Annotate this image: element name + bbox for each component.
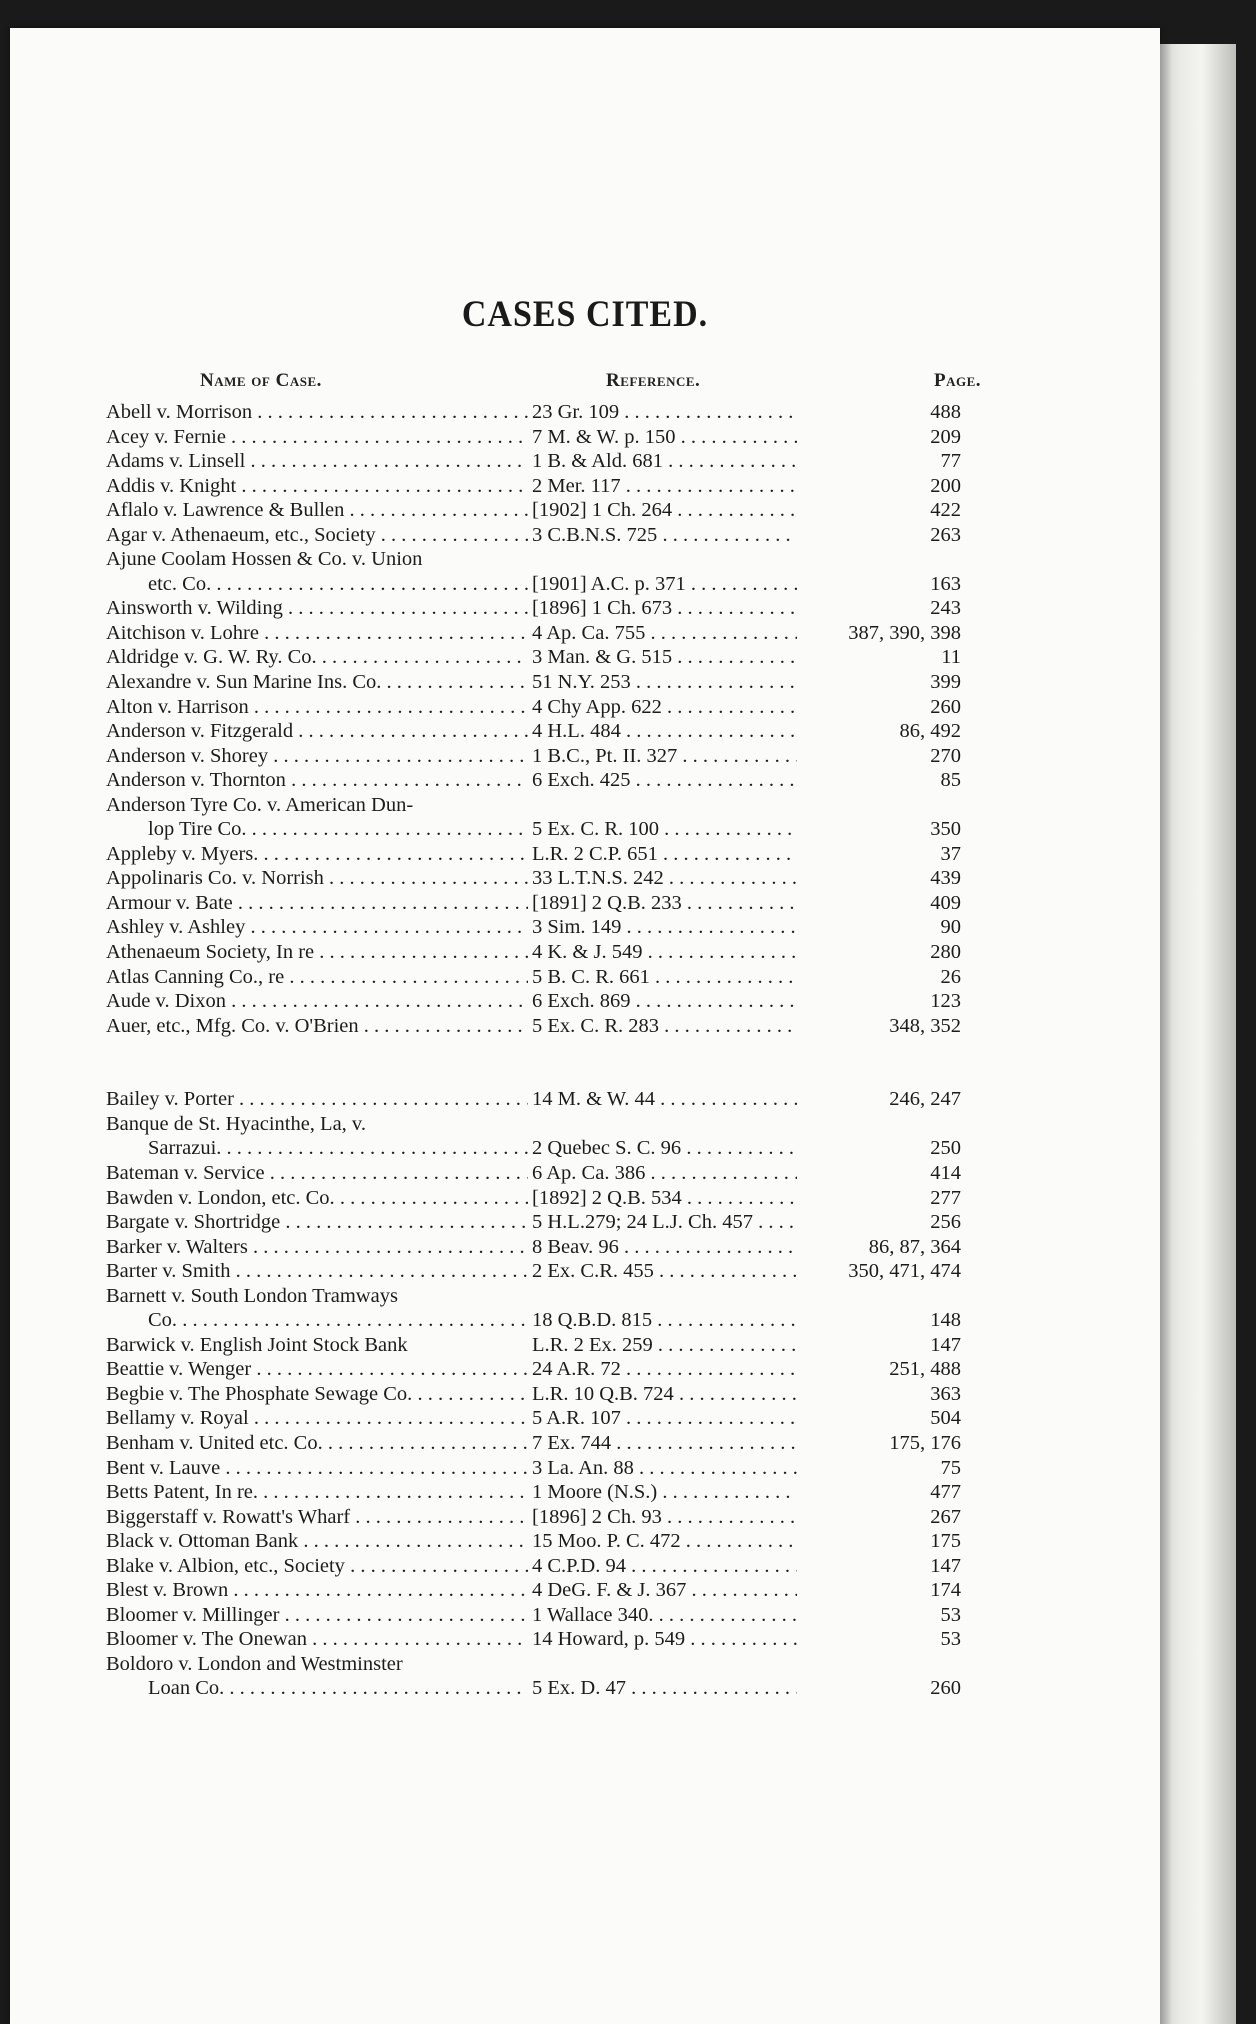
case-reference-text: 3 C.B.N.S. 725 bbox=[532, 523, 658, 546]
case-row bbox=[106, 842, 961, 867]
case-name-text: Bloomer v. The Onewan bbox=[106, 1628, 307, 1651]
case-name bbox=[106, 793, 528, 818]
case-name bbox=[106, 1112, 528, 1137]
case-row bbox=[106, 572, 961, 597]
case-page: 147 bbox=[797, 1554, 961, 1579]
case-reference-text: 4 DeG. F. & J. 367 bbox=[532, 1579, 687, 1602]
case-reference-text: 1 Wallace 340. bbox=[532, 1603, 654, 1626]
case-row bbox=[106, 1235, 961, 1260]
case-name-text: Barwick v. English Joint Stock Bank bbox=[106, 1333, 408, 1356]
section-gap bbox=[106, 1038, 961, 1063]
case-name bbox=[106, 523, 528, 548]
case-page: 53 bbox=[797, 1627, 961, 1652]
case-name bbox=[106, 915, 528, 940]
case-page: 350, 471, 474 bbox=[797, 1259, 961, 1284]
case-page: 280 bbox=[797, 940, 961, 965]
case-reference-text: 18 Q.B.D. 815 bbox=[532, 1309, 653, 1332]
case-page: 250 bbox=[797, 1136, 961, 1161]
case-row bbox=[106, 1087, 961, 1112]
case-reference-text: 51 N.Y. 253 bbox=[532, 671, 631, 694]
case-reference-text: 3 La. An. 88 bbox=[532, 1456, 634, 1479]
case-reference-text: 2 Mer. 117 bbox=[532, 474, 621, 497]
case-name bbox=[106, 1087, 528, 1112]
case-name-text: Bloomer v. Millinger bbox=[106, 1603, 280, 1626]
case-row bbox=[106, 1259, 961, 1284]
case-page: 414 bbox=[797, 1161, 961, 1186]
case-row bbox=[106, 645, 961, 670]
case-name-text: Black v. Ottoman Bank bbox=[106, 1530, 299, 1553]
case-reference-text: 5 A.R. 107 bbox=[532, 1407, 621, 1430]
case-row bbox=[106, 425, 961, 450]
case-name-text: Addis v. Knight bbox=[106, 474, 237, 497]
case-row bbox=[106, 1529, 961, 1554]
case-name-text: Anderson v. Thornton bbox=[106, 769, 286, 792]
case-name bbox=[106, 1578, 528, 1603]
case-page: 504 bbox=[797, 1406, 961, 1431]
case-name-text: Bailey v. Porter bbox=[106, 1088, 234, 1111]
case-reference-text: [1892] 2 Q.B. 534 bbox=[532, 1186, 682, 1209]
case-page: 260 bbox=[797, 1676, 961, 1701]
case-name-text: Beattie v. Wenger bbox=[106, 1358, 252, 1381]
case-page: 77 bbox=[797, 449, 961, 474]
case-reference-text: [1902] 1 Ch. 264 bbox=[532, 499, 673, 522]
case-row bbox=[106, 1357, 961, 1382]
case-page: 26 bbox=[797, 965, 961, 990]
case-reference-text: 5 H.L.279; 24 L.J. Ch. 457 bbox=[532, 1211, 753, 1234]
case-reference-text: 6 Ap. Ca. 386 bbox=[532, 1161, 646, 1184]
case-name bbox=[106, 1210, 528, 1235]
case-reference-text: 15 Moo. P. C. 472 bbox=[532, 1530, 681, 1553]
case-page: 260 bbox=[797, 695, 961, 720]
case-row bbox=[106, 1554, 961, 1579]
case-name bbox=[106, 940, 528, 965]
case-name-text: Blest v. Brown bbox=[106, 1579, 229, 1602]
section-gap bbox=[106, 1063, 961, 1088]
case-page: 148 bbox=[797, 1308, 961, 1333]
case-name bbox=[106, 645, 528, 670]
case-reference-text: 1 B. & Ald. 681 bbox=[532, 450, 663, 473]
case-reference-text: 4 Chy App. 622 bbox=[532, 695, 662, 718]
case-page: 246, 247 bbox=[797, 1087, 961, 1112]
case-reference-text: 4 C.P.D. 94 bbox=[532, 1554, 626, 1577]
case-reference-text: 2 Quebec S. C. 96 bbox=[532, 1137, 682, 1160]
case-name-text: Bawden v. London, etc. Co. bbox=[106, 1186, 335, 1209]
case-name bbox=[106, 768, 528, 793]
case-name bbox=[106, 1259, 528, 1284]
case-row bbox=[106, 547, 961, 572]
case-page: 267 bbox=[797, 1505, 961, 1530]
case-name-text: Anderson v. Fitzgerald bbox=[106, 720, 294, 743]
case-row bbox=[106, 1308, 961, 1333]
case-name bbox=[106, 965, 528, 990]
case-reference-text: 14 M. & W. 44 bbox=[532, 1088, 656, 1111]
case-page: 163 bbox=[797, 572, 961, 597]
case-name-text: Appleby v. Myers. bbox=[106, 842, 259, 865]
case-reference-text: 6 Exch. 869 bbox=[532, 990, 631, 1013]
case-reference-text: 8 Beav. 96 bbox=[532, 1235, 619, 1258]
case-name bbox=[106, 449, 528, 474]
case-name-text: Alexandre v. Sun Marine Ins. Co. bbox=[106, 671, 382, 694]
case-name bbox=[106, 1382, 528, 1407]
case-row bbox=[106, 744, 961, 769]
case-reference-text: L.R. 2 Ex. 259 bbox=[532, 1333, 653, 1356]
case-name-text: Benham v. United etc. Co. bbox=[106, 1431, 323, 1454]
case-name-text: Sarrazui. bbox=[148, 1137, 222, 1160]
case-name bbox=[106, 670, 528, 695]
case-row bbox=[106, 1333, 961, 1358]
case-name bbox=[106, 1529, 528, 1554]
cases-list bbox=[106, 400, 961, 1701]
case-row bbox=[106, 719, 961, 744]
case-reference-text: 7 Ex. 744 bbox=[532, 1431, 612, 1454]
case-name bbox=[106, 1480, 528, 1505]
case-row bbox=[106, 891, 961, 916]
case-row bbox=[106, 523, 961, 548]
case-page: 175, 176 bbox=[797, 1431, 961, 1456]
case-name-text: Athenaeum Society, In re bbox=[106, 941, 315, 964]
case-page: 350 bbox=[797, 817, 961, 842]
case-name-text: Betts Patent, In re. bbox=[106, 1481, 259, 1504]
case-name bbox=[106, 1406, 528, 1431]
case-page: 363 bbox=[797, 1382, 961, 1407]
case-name-text: Ashley v. Ashley bbox=[106, 916, 246, 939]
case-row bbox=[106, 817, 961, 842]
case-name bbox=[106, 1603, 528, 1628]
case-page: 348, 352 bbox=[797, 1014, 961, 1039]
case-row bbox=[106, 768, 961, 793]
case-reference-text: 5 Ex. C. R. 283 bbox=[532, 1014, 659, 1037]
case-name-text: Blake v. Albion, etc., Society bbox=[106, 1554, 345, 1577]
case-row bbox=[106, 989, 961, 1014]
case-name bbox=[106, 1136, 528, 1161]
case-reference-text: 5 Ex. C. R. 100 bbox=[532, 818, 659, 841]
case-name bbox=[106, 1505, 528, 1530]
case-row bbox=[106, 1014, 961, 1039]
case-name bbox=[106, 1652, 528, 1677]
case-row bbox=[106, 400, 961, 425]
case-name-text: Auer, etc., Mfg. Co. v. O'Brien bbox=[106, 1014, 359, 1037]
case-name-text: Aflalo v. Lawrence & Bullen bbox=[106, 499, 345, 522]
case-name-text: Aldridge v. G. W. Ry. Co. bbox=[106, 646, 317, 669]
case-page: 439 bbox=[797, 866, 961, 891]
case-name-text: Bateman v. Service bbox=[106, 1161, 265, 1184]
case-page: 90 bbox=[797, 915, 961, 940]
case-row bbox=[106, 695, 961, 720]
case-row bbox=[106, 474, 961, 499]
case-name-text: Barter v. Smith bbox=[106, 1260, 231, 1283]
case-reference-text: 3 Sim. 149 bbox=[532, 916, 622, 939]
case-page: 175 bbox=[797, 1529, 961, 1554]
case-row bbox=[106, 1505, 961, 1530]
case-row bbox=[106, 940, 961, 965]
case-name-text: Adams v. Linsell bbox=[106, 450, 246, 473]
case-name-text: Boldoro v. London and Westminster bbox=[106, 1652, 403, 1675]
case-reference-text: [1896] 1 Ch. 673 bbox=[532, 597, 673, 620]
case-reference-text: 23 Gr. 109 bbox=[532, 401, 620, 423]
header-page: Page. bbox=[933, 370, 981, 391]
case-name-text: Barnett v. South London Tramways bbox=[106, 1284, 398, 1307]
case-name-text: lop Tire Co. bbox=[148, 818, 247, 841]
case-name bbox=[106, 989, 528, 1014]
case-name bbox=[106, 425, 528, 450]
case-name-text: Acey v. Fernie bbox=[106, 425, 226, 448]
case-row bbox=[106, 1136, 961, 1161]
case-name-text: Biggerstaff v. Rowatt's Wharf bbox=[106, 1505, 351, 1528]
case-page: 256 bbox=[797, 1210, 961, 1235]
case-name bbox=[106, 596, 528, 621]
case-page: 270 bbox=[797, 744, 961, 769]
case-name-text: Bent v. Lauve bbox=[106, 1456, 221, 1479]
case-row bbox=[106, 1676, 961, 1701]
case-name-text: Loan Co. bbox=[148, 1677, 225, 1700]
case-page: 243 bbox=[797, 596, 961, 621]
case-name-text: Aude v. Dixon bbox=[106, 990, 226, 1013]
case-name-text: Abell v. Morrison bbox=[106, 401, 253, 423]
case-reference-text: 4 K. & J. 549 bbox=[532, 941, 643, 964]
case-page: 85 bbox=[797, 768, 961, 793]
case-name-text: Agar v. Athenaeum, etc., Society bbox=[106, 523, 376, 546]
case-name bbox=[106, 1235, 528, 1260]
case-page: 37 bbox=[797, 842, 961, 867]
case-page: 399 bbox=[797, 670, 961, 695]
case-reference-text: 1 Moore (N.S.) bbox=[532, 1481, 658, 1504]
case-name bbox=[106, 400, 528, 425]
case-name bbox=[106, 1161, 528, 1186]
case-page: 477 bbox=[797, 1480, 961, 1505]
case-page: 11 bbox=[797, 645, 961, 670]
case-reference-text: L.R. 2 C.P. 651 bbox=[532, 842, 658, 865]
case-name-text: Bellamy v. Royal bbox=[106, 1407, 249, 1430]
case-page: 147 bbox=[797, 1333, 961, 1358]
case-name bbox=[106, 1284, 528, 1309]
case-row bbox=[106, 866, 961, 891]
case-page: 488 bbox=[797, 400, 961, 425]
case-name-text: Aitchison v. Lohre bbox=[106, 621, 259, 644]
case-page: 209 bbox=[797, 425, 961, 450]
case-name bbox=[106, 1431, 528, 1456]
case-row bbox=[106, 1112, 961, 1137]
case-reference-text: 5 B. C. R. 661 bbox=[532, 965, 650, 988]
case-row bbox=[106, 1186, 961, 1211]
case-name bbox=[106, 474, 528, 499]
case-page: 174 bbox=[797, 1578, 961, 1603]
case-name bbox=[106, 1357, 528, 1382]
case-row bbox=[106, 1406, 961, 1431]
case-page: 86, 87, 364 bbox=[797, 1235, 961, 1260]
case-name-text: Ainsworth v. Wilding bbox=[106, 597, 283, 620]
case-reference-text: 14 Howard, p. 549 bbox=[532, 1628, 686, 1651]
case-reference-text: 4 Ap. Ca. 755 bbox=[532, 621, 646, 644]
case-row bbox=[106, 1456, 961, 1481]
case-name bbox=[106, 1333, 528, 1358]
case-reference-text: [1896] 2 Ch. 93 bbox=[532, 1505, 662, 1528]
case-row bbox=[106, 1627, 961, 1652]
case-name-text: Anderson v. Shorey bbox=[106, 744, 269, 767]
case-name bbox=[106, 817, 528, 842]
case-name-text: Co. bbox=[148, 1309, 178, 1332]
case-row bbox=[106, 449, 961, 474]
case-reference-text: 3 Man. & G. 515 bbox=[532, 646, 673, 669]
header-reference: Reference. bbox=[606, 370, 701, 391]
case-reference-text: 24 A.R. 72 bbox=[532, 1358, 621, 1381]
case-row bbox=[106, 1652, 961, 1677]
case-name-text: Begbie v. The Phosphate Sewage Co. bbox=[106, 1382, 413, 1405]
case-name-text: etc. Co. bbox=[148, 572, 212, 595]
case-name bbox=[106, 1186, 528, 1211]
case-row bbox=[106, 915, 961, 940]
case-reference-text: 1 B.C., Pt. II. 327 bbox=[532, 744, 678, 767]
case-name bbox=[106, 572, 528, 597]
case-name bbox=[106, 891, 528, 916]
case-page: 200 bbox=[797, 474, 961, 499]
case-reference-text: 33 L.T.N.S. 242 bbox=[532, 867, 664, 890]
case-page: 123 bbox=[797, 989, 961, 1014]
case-reference-text: [1901] A.C. p. 371 bbox=[532, 572, 686, 595]
case-row bbox=[106, 965, 961, 990]
case-row bbox=[106, 621, 961, 646]
case-name bbox=[106, 695, 528, 720]
case-reference-text: 7 M. & W. p. 150 bbox=[532, 425, 676, 448]
case-reference-text: 2 Ex. C.R. 455 bbox=[532, 1260, 654, 1283]
case-row bbox=[106, 1284, 961, 1309]
case-name bbox=[106, 498, 528, 523]
case-name bbox=[106, 1014, 528, 1039]
case-name-text: Barker v. Walters bbox=[106, 1235, 248, 1258]
case-reference-text: 4 H.L. 484 bbox=[532, 720, 621, 743]
case-name bbox=[106, 547, 528, 572]
case-name-text: Bargate v. Shortridge bbox=[106, 1211, 281, 1234]
case-row bbox=[106, 1603, 961, 1628]
case-name bbox=[106, 719, 528, 744]
case-page: 263 bbox=[797, 523, 961, 548]
case-reference-text: 6 Exch. 425 bbox=[532, 769, 631, 792]
case-page: 75 bbox=[797, 1456, 961, 1481]
case-page: 86, 492 bbox=[797, 719, 961, 744]
header-name-of-case: Name of Case. bbox=[200, 370, 322, 391]
case-reference-text: [1891] 2 Q.B. 233 bbox=[532, 891, 682, 914]
case-row bbox=[106, 670, 961, 695]
case-name bbox=[106, 1308, 528, 1333]
case-name bbox=[106, 866, 528, 891]
case-reference-text: L.R. 10 Q.B. 724 bbox=[532, 1382, 674, 1405]
column-headers bbox=[96, 370, 981, 400]
case-name bbox=[106, 1554, 528, 1579]
case-name-text: Anderson Tyre Co. v. American Dun- bbox=[106, 793, 414, 816]
case-name bbox=[106, 1627, 528, 1652]
case-name-text: Appolinaris Co. v. Norrish bbox=[106, 867, 324, 890]
case-row bbox=[106, 1382, 961, 1407]
case-row bbox=[106, 498, 961, 523]
page-title: CASES CITED. bbox=[461, 294, 709, 335]
case-row bbox=[106, 1480, 961, 1505]
case-name-text: Banque de St. Hyacinthe, La, v. bbox=[106, 1112, 366, 1135]
case-name-text: Ajune Coolam Hossen & Co. v. Union bbox=[106, 548, 423, 571]
case-row bbox=[106, 793, 961, 818]
case-page: 277 bbox=[797, 1186, 961, 1211]
case-name bbox=[106, 842, 528, 867]
case-row bbox=[106, 1431, 961, 1456]
case-name bbox=[106, 621, 528, 646]
case-row bbox=[106, 1161, 961, 1186]
case-page: 422 bbox=[797, 498, 961, 523]
case-page: 387, 390, 398 bbox=[797, 621, 961, 646]
case-row bbox=[106, 1578, 961, 1603]
case-name bbox=[106, 1676, 528, 1701]
case-name-text: Alton v. Harrison bbox=[106, 695, 249, 718]
page-edge-shadow bbox=[1160, 44, 1172, 2024]
case-page: 53 bbox=[797, 1603, 961, 1628]
case-name-text: Armour v. Bate bbox=[106, 891, 233, 914]
book-page bbox=[10, 28, 1160, 2024]
case-page: 251, 488 bbox=[797, 1357, 961, 1382]
case-row bbox=[106, 596, 961, 621]
case-page: 409 bbox=[797, 891, 961, 916]
case-row bbox=[106, 1210, 961, 1235]
case-name bbox=[106, 744, 528, 769]
case-name-text: Atlas Canning Co., re bbox=[106, 965, 285, 988]
case-reference-text: 5 Ex. D. 47 bbox=[532, 1677, 626, 1700]
case-name bbox=[106, 1456, 528, 1481]
